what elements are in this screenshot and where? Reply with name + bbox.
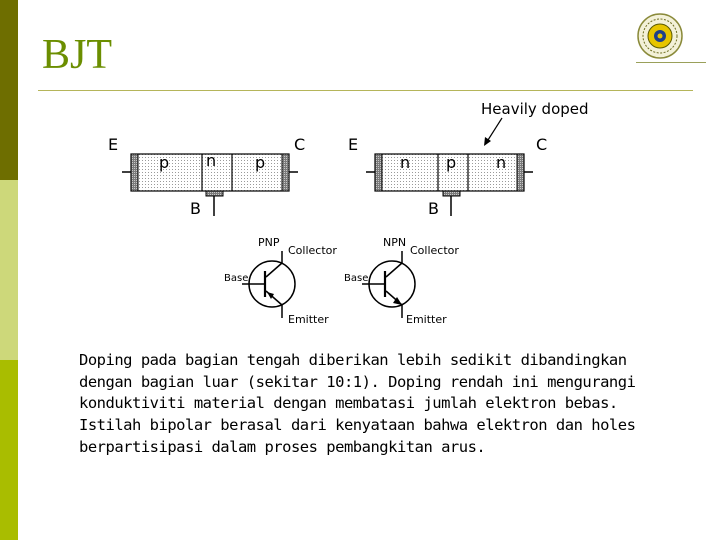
- npn-block-b-label: B: [428, 199, 439, 218]
- npn-block-e-label: E: [348, 135, 359, 154]
- pnp-emitter-label: Emitter: [288, 313, 329, 326]
- body-paragraph: Doping pada bagian tengah diberikan lebih sedikit dibandingkan dengan bagian luar (sekitar 10:1). Doping rendah ini mengurangi konduktiviti material dengan membatasi jumlah elektron bebas. Istilah bipolar berasal dari kenyataan bahwa elektron dan holes berpartisipasi dalam proses pembangkitan arus.: [79, 351, 636, 456]
- npn-base-label: Base: [344, 273, 369, 284]
- npn-block: [348, 135, 547, 218]
- sidebar-decoration: [0, 0, 18, 540]
- pnp-symbol-collector-line: [266, 263, 282, 277]
- sidebar-band-dark: [0, 0, 18, 180]
- pnp-emitter-contact: [131, 154, 138, 191]
- pnp-block: [108, 135, 305, 218]
- npn-transistor-symbol: [344, 236, 459, 326]
- university-seal-icon: [636, 12, 684, 60]
- pnp-block-e-label: E: [108, 135, 119, 154]
- bjt-diagram: [96, 96, 616, 336]
- sidebar-band-mid: [0, 360, 18, 540]
- pnp-collector-label: Collector: [288, 244, 337, 257]
- npn-type-label: NPN: [383, 236, 407, 249]
- logo-underline: [636, 62, 706, 63]
- pnp-transistor-symbol: [224, 236, 337, 326]
- pnp-region-3: p: [255, 153, 266, 172]
- heavily-doped-arrowhead: [484, 137, 491, 146]
- pnp-block-c-label: C: [294, 135, 306, 154]
- title-divider: [38, 90, 693, 91]
- npn-collector-label: Collector: [410, 244, 459, 257]
- heavily-doped-arrow: [488, 118, 502, 140]
- pnp-block-b-label: B: [190, 199, 201, 218]
- npn-region-1: n: [400, 153, 411, 172]
- npn-region-3: n: [496, 153, 507, 172]
- pnp-base-label: Base: [224, 273, 249, 284]
- slide-title: BJT: [42, 32, 113, 78]
- sidebar-band-light: [0, 180, 18, 360]
- heavily-doped-label: Heavily doped: [481, 100, 589, 118]
- npn-emitter-contact: [375, 154, 382, 191]
- pnp-base-contact: [206, 191, 223, 196]
- pnp-region-1: p: [159, 153, 170, 172]
- npn-collector-contact: [517, 154, 524, 191]
- npn-emitter-label: Emitter: [406, 313, 447, 326]
- pnp-type-label: PNP: [258, 236, 280, 249]
- npn-block-c-label: C: [536, 135, 548, 154]
- pnp-region-2: n: [206, 151, 217, 170]
- npn-base-contact: [443, 191, 460, 196]
- npn-symbol-collector-line: [386, 263, 402, 277]
- npn-region-2: p: [446, 153, 457, 172]
- pnp-collector-contact: [282, 154, 289, 191]
